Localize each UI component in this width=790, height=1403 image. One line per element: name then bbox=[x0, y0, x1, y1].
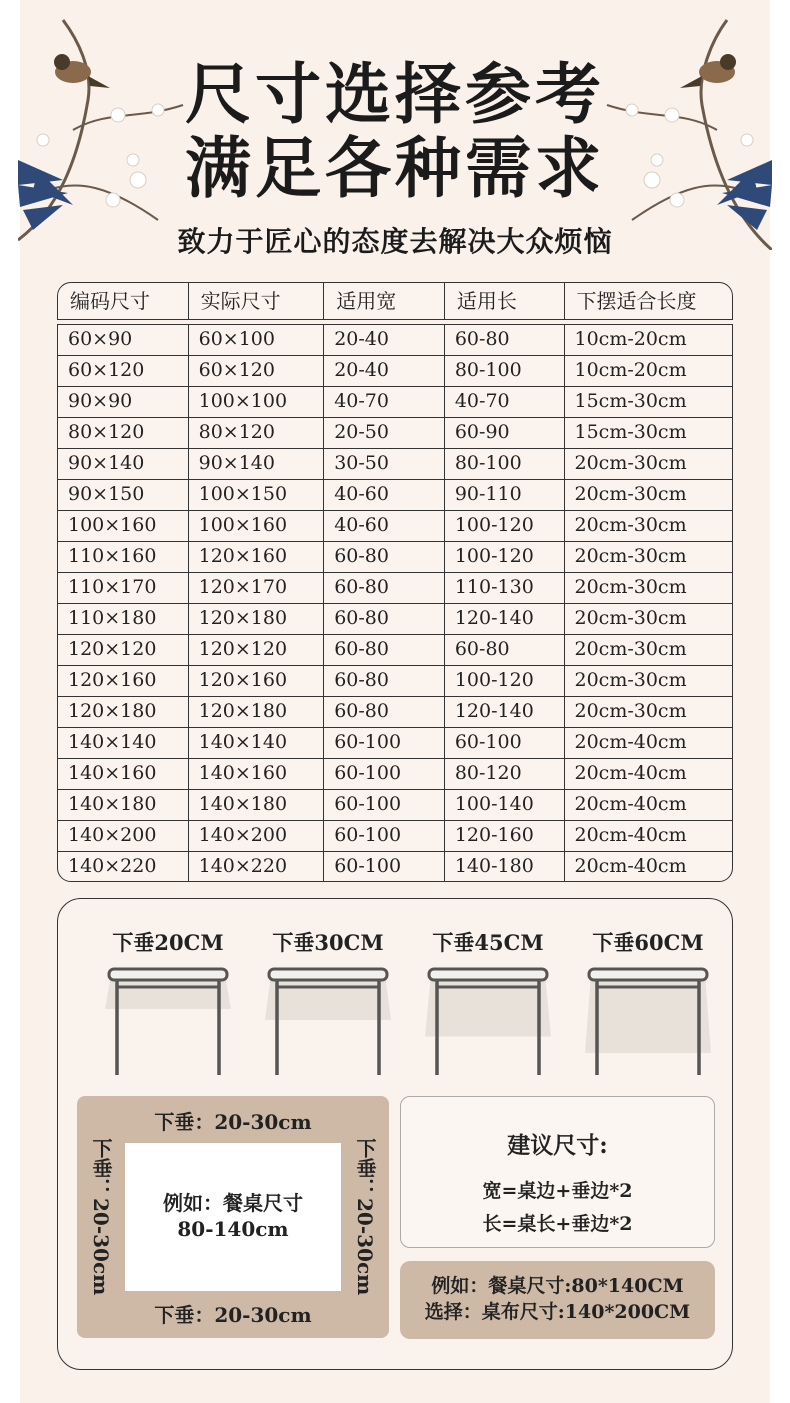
cell-fit-width: 60-80 bbox=[324, 697, 445, 727]
cell-code-size: 120×180 bbox=[58, 697, 189, 727]
column-header-fit-length: 适用长 bbox=[445, 283, 565, 319]
table-row bbox=[58, 635, 732, 666]
cell-fit-width: 60-80 bbox=[324, 604, 445, 634]
table-body bbox=[57, 324, 733, 882]
cell-fit-width: 60-100 bbox=[324, 728, 445, 758]
cell-drop-length: 20cm-40cm bbox=[574, 731, 687, 753]
drop-guide-panel bbox=[57, 898, 733, 1370]
cell-fit-length: 110-130 bbox=[445, 573, 565, 603]
table-with-cloth-icon bbox=[583, 967, 713, 1077]
cell-actual-size: 140×160 bbox=[189, 759, 325, 789]
cell-actual-size: 90×140 bbox=[189, 449, 325, 479]
cell-drop-length: 20cm-30cm bbox=[574, 700, 687, 722]
cell-fit-width: 60-80 bbox=[324, 542, 445, 572]
table-row bbox=[58, 356, 732, 387]
cell-fit-width: 60-100 bbox=[324, 821, 445, 851]
drop-option-20cm bbox=[93, 927, 243, 1077]
tablecloth-drop-shape bbox=[425, 975, 551, 1037]
cell-actual-size: 120×160 bbox=[189, 666, 325, 696]
cell-drop-length: 20cm-30cm bbox=[574, 638, 687, 660]
cell-drop-length: 20cm-30cm bbox=[574, 669, 687, 691]
cell-fit-width: 20-40 bbox=[324, 325, 445, 355]
cell-drop-length: 20cm-30cm bbox=[574, 452, 687, 474]
table-header-row bbox=[57, 282, 733, 320]
cell-fit-width: 30-50 bbox=[324, 449, 445, 479]
size-table bbox=[57, 282, 733, 882]
example-table-size: 例如：餐桌尺寸:80*140CM bbox=[431, 1275, 684, 1297]
cell-drop-length: 20cm-30cm bbox=[574, 607, 687, 629]
table-row bbox=[58, 480, 732, 511]
cell-fit-length: 100-120 bbox=[445, 666, 565, 696]
drop-option-60cm bbox=[573, 927, 723, 1077]
table-row bbox=[58, 604, 732, 635]
table-row bbox=[58, 790, 732, 821]
diagram-drop-right-label: 下垂：20-30cm bbox=[353, 1138, 377, 1296]
cell-fit-width: 40-60 bbox=[324, 511, 445, 541]
cell-code-size: 140×180 bbox=[58, 790, 189, 820]
column-header-code-size: 编码尺寸 bbox=[58, 283, 189, 319]
table-row bbox=[58, 821, 732, 852]
cell-actual-size: 100×160 bbox=[189, 511, 325, 541]
cell-fit-width: 60-100 bbox=[324, 759, 445, 789]
table-row bbox=[58, 542, 732, 573]
cell-code-size: 140×200 bbox=[58, 821, 189, 851]
cell-drop-length: 10cm-20cm bbox=[574, 359, 687, 381]
drop-option-label: 下垂30CM bbox=[272, 930, 384, 955]
table-with-cloth-icon bbox=[263, 967, 393, 1077]
cell-code-size: 110×180 bbox=[58, 604, 189, 634]
cell-fit-width: 60-80 bbox=[324, 573, 445, 603]
diagram-drop-bottom-label: 下垂：20-30cm bbox=[154, 1303, 312, 1327]
table-row bbox=[58, 511, 732, 542]
cell-fit-length: 60-100 bbox=[445, 728, 565, 758]
diagram-example-text: 例如：餐桌尺寸 bbox=[163, 1191, 303, 1215]
cell-actual-size: 120×170 bbox=[189, 573, 325, 603]
cell-drop-length: 20cm-40cm bbox=[574, 793, 687, 815]
cell-actual-size: 120×120 bbox=[189, 635, 325, 665]
cell-drop-length: 15cm-30cm bbox=[574, 421, 687, 443]
column-header-actual-size: 实际尺寸 bbox=[189, 283, 325, 319]
cell-fit-length: 120-140 bbox=[445, 697, 565, 727]
table-row bbox=[58, 697, 732, 728]
diagram-table-top bbox=[125, 1143, 341, 1291]
cell-code-size: 120×160 bbox=[58, 666, 189, 696]
cell-code-size: 110×160 bbox=[58, 542, 189, 572]
cell-drop-length: 20cm-30cm bbox=[574, 514, 687, 536]
cell-fit-length: 140-180 bbox=[445, 852, 565, 882]
cell-actual-size: 140×200 bbox=[189, 821, 325, 851]
cell-code-size: 90×150 bbox=[58, 480, 189, 510]
cell-actual-size: 120×180 bbox=[189, 604, 325, 634]
cell-fit-length: 100-140 bbox=[445, 790, 565, 820]
column-header-drop-length: 下摆适合长度 bbox=[576, 289, 697, 313]
cell-actual-size: 60×100 bbox=[189, 325, 325, 355]
column-header-fit-width: 适用宽 bbox=[324, 283, 445, 319]
cell-fit-length: 120-160 bbox=[445, 821, 565, 851]
cell-code-size: 100×160 bbox=[58, 511, 189, 541]
diagram-drop-top-label: 下垂：20-30cm bbox=[154, 1110, 312, 1134]
drop-option-label: 下垂60CM bbox=[592, 930, 704, 955]
cell-fit-width: 20-40 bbox=[324, 356, 445, 386]
suggested-size-title: 建议尺寸: bbox=[507, 1132, 608, 1159]
cell-code-size: 90×140 bbox=[58, 449, 189, 479]
cell-fit-width: 60-100 bbox=[324, 790, 445, 820]
cell-fit-length: 80-100 bbox=[445, 449, 565, 479]
cell-fit-length: 100-120 bbox=[445, 542, 565, 572]
table-top-shape bbox=[269, 969, 387, 980]
cell-code-size: 140×140 bbox=[58, 728, 189, 758]
cell-drop-length: 20cm-40cm bbox=[574, 824, 687, 846]
cell-actual-size: 60×120 bbox=[189, 356, 325, 386]
cell-fit-width: 60-100 bbox=[324, 852, 445, 882]
cell-actual-size: 80×120 bbox=[189, 418, 325, 448]
cell-code-size: 140×160 bbox=[58, 759, 189, 789]
length-formula: 长=桌长+垂边*2 bbox=[482, 1213, 633, 1235]
table-with-cloth-icon bbox=[103, 967, 233, 1077]
cell-fit-width: 40-70 bbox=[324, 387, 445, 417]
table-top-shape bbox=[429, 969, 547, 980]
cell-fit-length: 40-70 bbox=[445, 387, 565, 417]
cell-fit-width: 60-80 bbox=[324, 666, 445, 696]
cell-fit-width: 40-60 bbox=[324, 480, 445, 510]
table-row bbox=[58, 728, 732, 759]
cell-actual-size: 100×150 bbox=[189, 480, 325, 510]
cell-actual-size: 120×160 bbox=[189, 542, 325, 572]
cell-fit-length: 60-80 bbox=[445, 325, 565, 355]
table-row bbox=[58, 387, 732, 418]
cell-actual-size: 120×180 bbox=[189, 697, 325, 727]
table-top-shape bbox=[589, 969, 707, 980]
cell-actual-size: 140×220 bbox=[189, 852, 325, 882]
cell-fit-width: 20-50 bbox=[324, 418, 445, 448]
cell-fit-length: 90-110 bbox=[445, 480, 565, 510]
cell-code-size: 90×90 bbox=[58, 387, 189, 417]
cell-code-size: 110×170 bbox=[58, 573, 189, 603]
table-top-shape bbox=[109, 969, 227, 980]
drop-option-label: 下垂45CM bbox=[432, 930, 544, 955]
page-subtitle: 致力于匠心的态度去解决大众烦恼 bbox=[177, 225, 613, 258]
diagram-example-size: 80-140cm bbox=[177, 1217, 289, 1241]
tablecloth-drop-shape bbox=[265, 975, 391, 1020]
table-with-cloth-icon bbox=[423, 967, 553, 1077]
cell-drop-length: 20cm-30cm bbox=[574, 483, 687, 505]
cell-actual-size: 140×180 bbox=[189, 790, 325, 820]
page-title-line1: 尺寸选择参考 bbox=[185, 56, 605, 133]
cell-actual-size: 100×100 bbox=[189, 387, 325, 417]
cell-code-size: 140×220 bbox=[58, 852, 189, 882]
tablecloth-drop-diagram bbox=[77, 1096, 389, 1338]
cell-fit-length: 60-80 bbox=[445, 635, 565, 665]
cell-fit-length: 120-140 bbox=[445, 604, 565, 634]
cell-fit-length: 100-120 bbox=[445, 511, 565, 541]
table-row bbox=[58, 573, 732, 604]
table-row bbox=[58, 325, 732, 356]
cell-fit-length: 80-120 bbox=[445, 759, 565, 789]
page-title-line2: 满足各种需求 bbox=[185, 130, 605, 207]
drop-option-label: 下垂20CM bbox=[112, 930, 224, 955]
cell-code-size: 60×120 bbox=[58, 356, 189, 386]
plum-blossom-branch-left-illustration bbox=[18, 10, 198, 250]
example-box bbox=[400, 1261, 715, 1339]
cell-fit-width: 60-80 bbox=[324, 635, 445, 665]
suggested-size-box bbox=[400, 1096, 715, 1248]
cell-actual-size: 140×140 bbox=[189, 728, 325, 758]
cell-fit-length: 80-100 bbox=[445, 356, 565, 386]
cell-drop-length: 20cm-40cm bbox=[574, 762, 687, 784]
diagram-drop-left-label: 下垂：20-30cm bbox=[89, 1138, 113, 1296]
cell-drop-length: 20cm-40cm bbox=[574, 855, 687, 877]
cell-drop-length: 10cm-20cm bbox=[574, 328, 687, 350]
table-row bbox=[58, 852, 732, 882]
width-formula: 宽=桌边+垂边*2 bbox=[482, 1180, 633, 1202]
cell-code-size: 80×120 bbox=[58, 418, 189, 448]
table-row bbox=[58, 449, 732, 480]
table-row bbox=[58, 666, 732, 697]
table-row bbox=[58, 759, 732, 790]
plum-blossom-branch-right-illustration bbox=[592, 10, 772, 250]
cell-fit-length: 60-90 bbox=[445, 418, 565, 448]
cell-drop-length: 20cm-30cm bbox=[574, 576, 687, 598]
drop-option-45cm bbox=[413, 927, 563, 1077]
example-cloth-size: 选择：桌布尺寸:140*200CM bbox=[424, 1301, 691, 1323]
cell-drop-length: 15cm-30cm bbox=[574, 390, 687, 412]
drop-option-30cm bbox=[253, 927, 403, 1077]
cell-code-size: 60×90 bbox=[58, 325, 189, 355]
cell-code-size: 120×120 bbox=[58, 635, 189, 665]
cell-drop-length: 20cm-30cm bbox=[574, 545, 687, 567]
table-row bbox=[58, 418, 732, 449]
